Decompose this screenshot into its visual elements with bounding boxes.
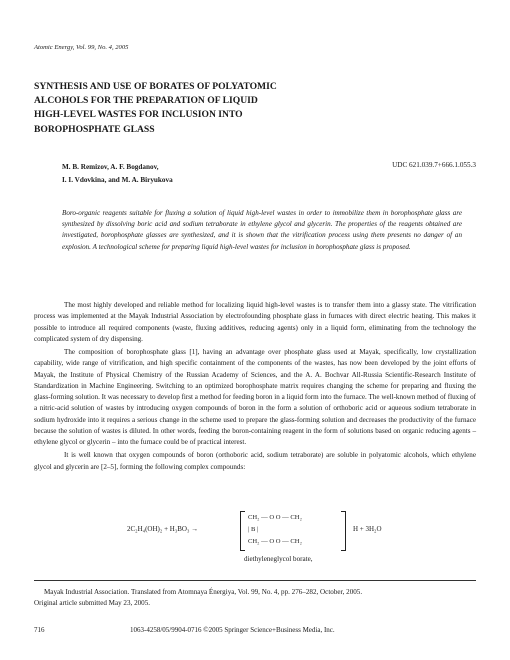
footnote bbox=[34, 587, 476, 609]
right-bracket bbox=[341, 511, 346, 551]
journal-header: Atomic Energy, Vol. 99, No. 4, 2005 bbox=[34, 44, 129, 51]
footnote-line: Mayak Industrial Association. Translated from Atomnaya Énergiya, Vol. 99, No. 4, pp. 276–282, October, 2005. bbox=[44, 588, 363, 596]
borate-structure bbox=[240, 511, 346, 551]
structure-row: | B | bbox=[248, 526, 259, 533]
title-line: HIGH-LEVEL WASTES FOR INCLUSION INTO bbox=[34, 109, 243, 121]
footnote-line: Original article submitted May 23, 2005. bbox=[34, 599, 151, 607]
title-line: ALCOHOLS FOR THE PREPARATION OF LIQUID bbox=[34, 95, 258, 107]
title-line: SYNTHESIS AND USE OF BORATES OF POLYATOMIC bbox=[34, 81, 277, 92]
equation-products: H + 3H₂O bbox=[353, 525, 382, 533]
copyright-line: 1063-4258/05/9904-0716 ©2005 Springer Science+Business Media, Inc. bbox=[130, 626, 335, 634]
equation-reactants: 2C₂H₄(OH)₂ + H₃BO₃ → bbox=[127, 525, 199, 533]
chemical-equation bbox=[0, 509, 510, 553]
udc-code: UDC 621.039.7+666.1.055.3 bbox=[392, 161, 476, 169]
author-line: M. B. Remizov, A. F. Bogdanov, bbox=[62, 163, 159, 171]
left-bracket bbox=[240, 511, 245, 551]
abstract: Boro-organic reagents suitable for fluxing a solution of liquid high-level wastes in order to immobilize them in borophosphate glass are synthesized by dissolving boric acid and sodium tetraborate in ethylene glycol and glycerin. The properties of the reagents obtained are investigated, borophosphate glasses are synthesized, and it is shown that the vitrification process using them presents no danger of an explosion. A technological scheme for preparing liquid high-level wastes for inclusion in borophosphate glass is proposed. bbox=[62, 209, 462, 251]
page-number: 716 bbox=[34, 626, 45, 634]
paragraph: It is well known that oxygen compounds of boron (orthoboric acid, sodium tetraborate) are soluble in polyatomic alcohols, which ethylene glycol and glycerin are [2–5], forming the following complex compounds: bbox=[34, 451, 476, 471]
paragraph: The most highly developed and reliable method for localizing liquid high-level wastes is to transfer them into a glassy state. The vitrification process was implemented at the Mayak Industrial Association by electrofounding phosphate glass in furnaces with direct electric heating. This makes it possible to introduce all required components (waste, fluxing additives, reducing agents) only in a liquid form, eliminating from the technology the complicated system of dry dispensing. bbox=[34, 301, 476, 343]
author-line: I. I. Vdovkina, and M. A. Biryukova bbox=[62, 176, 173, 184]
paragraph: The composition of borophosphate glass [1], having an advantage over phosphate glass used at Mayak, specifically, low crystallization capability, wide range of vitrification, and high specific containment of the components of the wastes, has now been developed by the joint efforts of Mayak, the Institute of Physical Chemistry of the Russian Academy of Sciences, and the A. A. Bochvar All-Russia Scientific-Research Institute of Standardization in Machine Engineering. Switching to an optimized borophosphate matrix requires changing the scheme for preparing and fluxing the glass-forming solution. It was necessary to develop first a method for feeding boron in a liquid form into the furnace. The well-known method of fluxing of a nitric-acid solution of wastes by introducing oxygen compounds of boron in the form a solution of orthoboric acid or aqueous sodium tetraborate in sodium hydroxide into it requires a serious change in the scheme used to prepare the glass-forming solution and decreases the productivity of the furnace because the solution of wastes is diluted. In other words, feeding the boron-containing reagent in the form of solutions based on organic reducing agents – ethylene glycol or glycerin – into the furnace could be of practical interest. bbox=[34, 347, 476, 447]
paper-title bbox=[34, 80, 364, 137]
structure-row: CH₂ — O O — CH₂ bbox=[248, 538, 302, 545]
author-list bbox=[62, 161, 173, 187]
formula-caption: diethyleneglycol borate, bbox=[244, 555, 313, 563]
structure-row: CH₂ — O O — CH₂ bbox=[248, 514, 302, 521]
title-line: BOROPHOSPHATE GLASS bbox=[34, 123, 155, 135]
footnote-divider bbox=[34, 580, 476, 581]
body-text bbox=[34, 300, 476, 475]
